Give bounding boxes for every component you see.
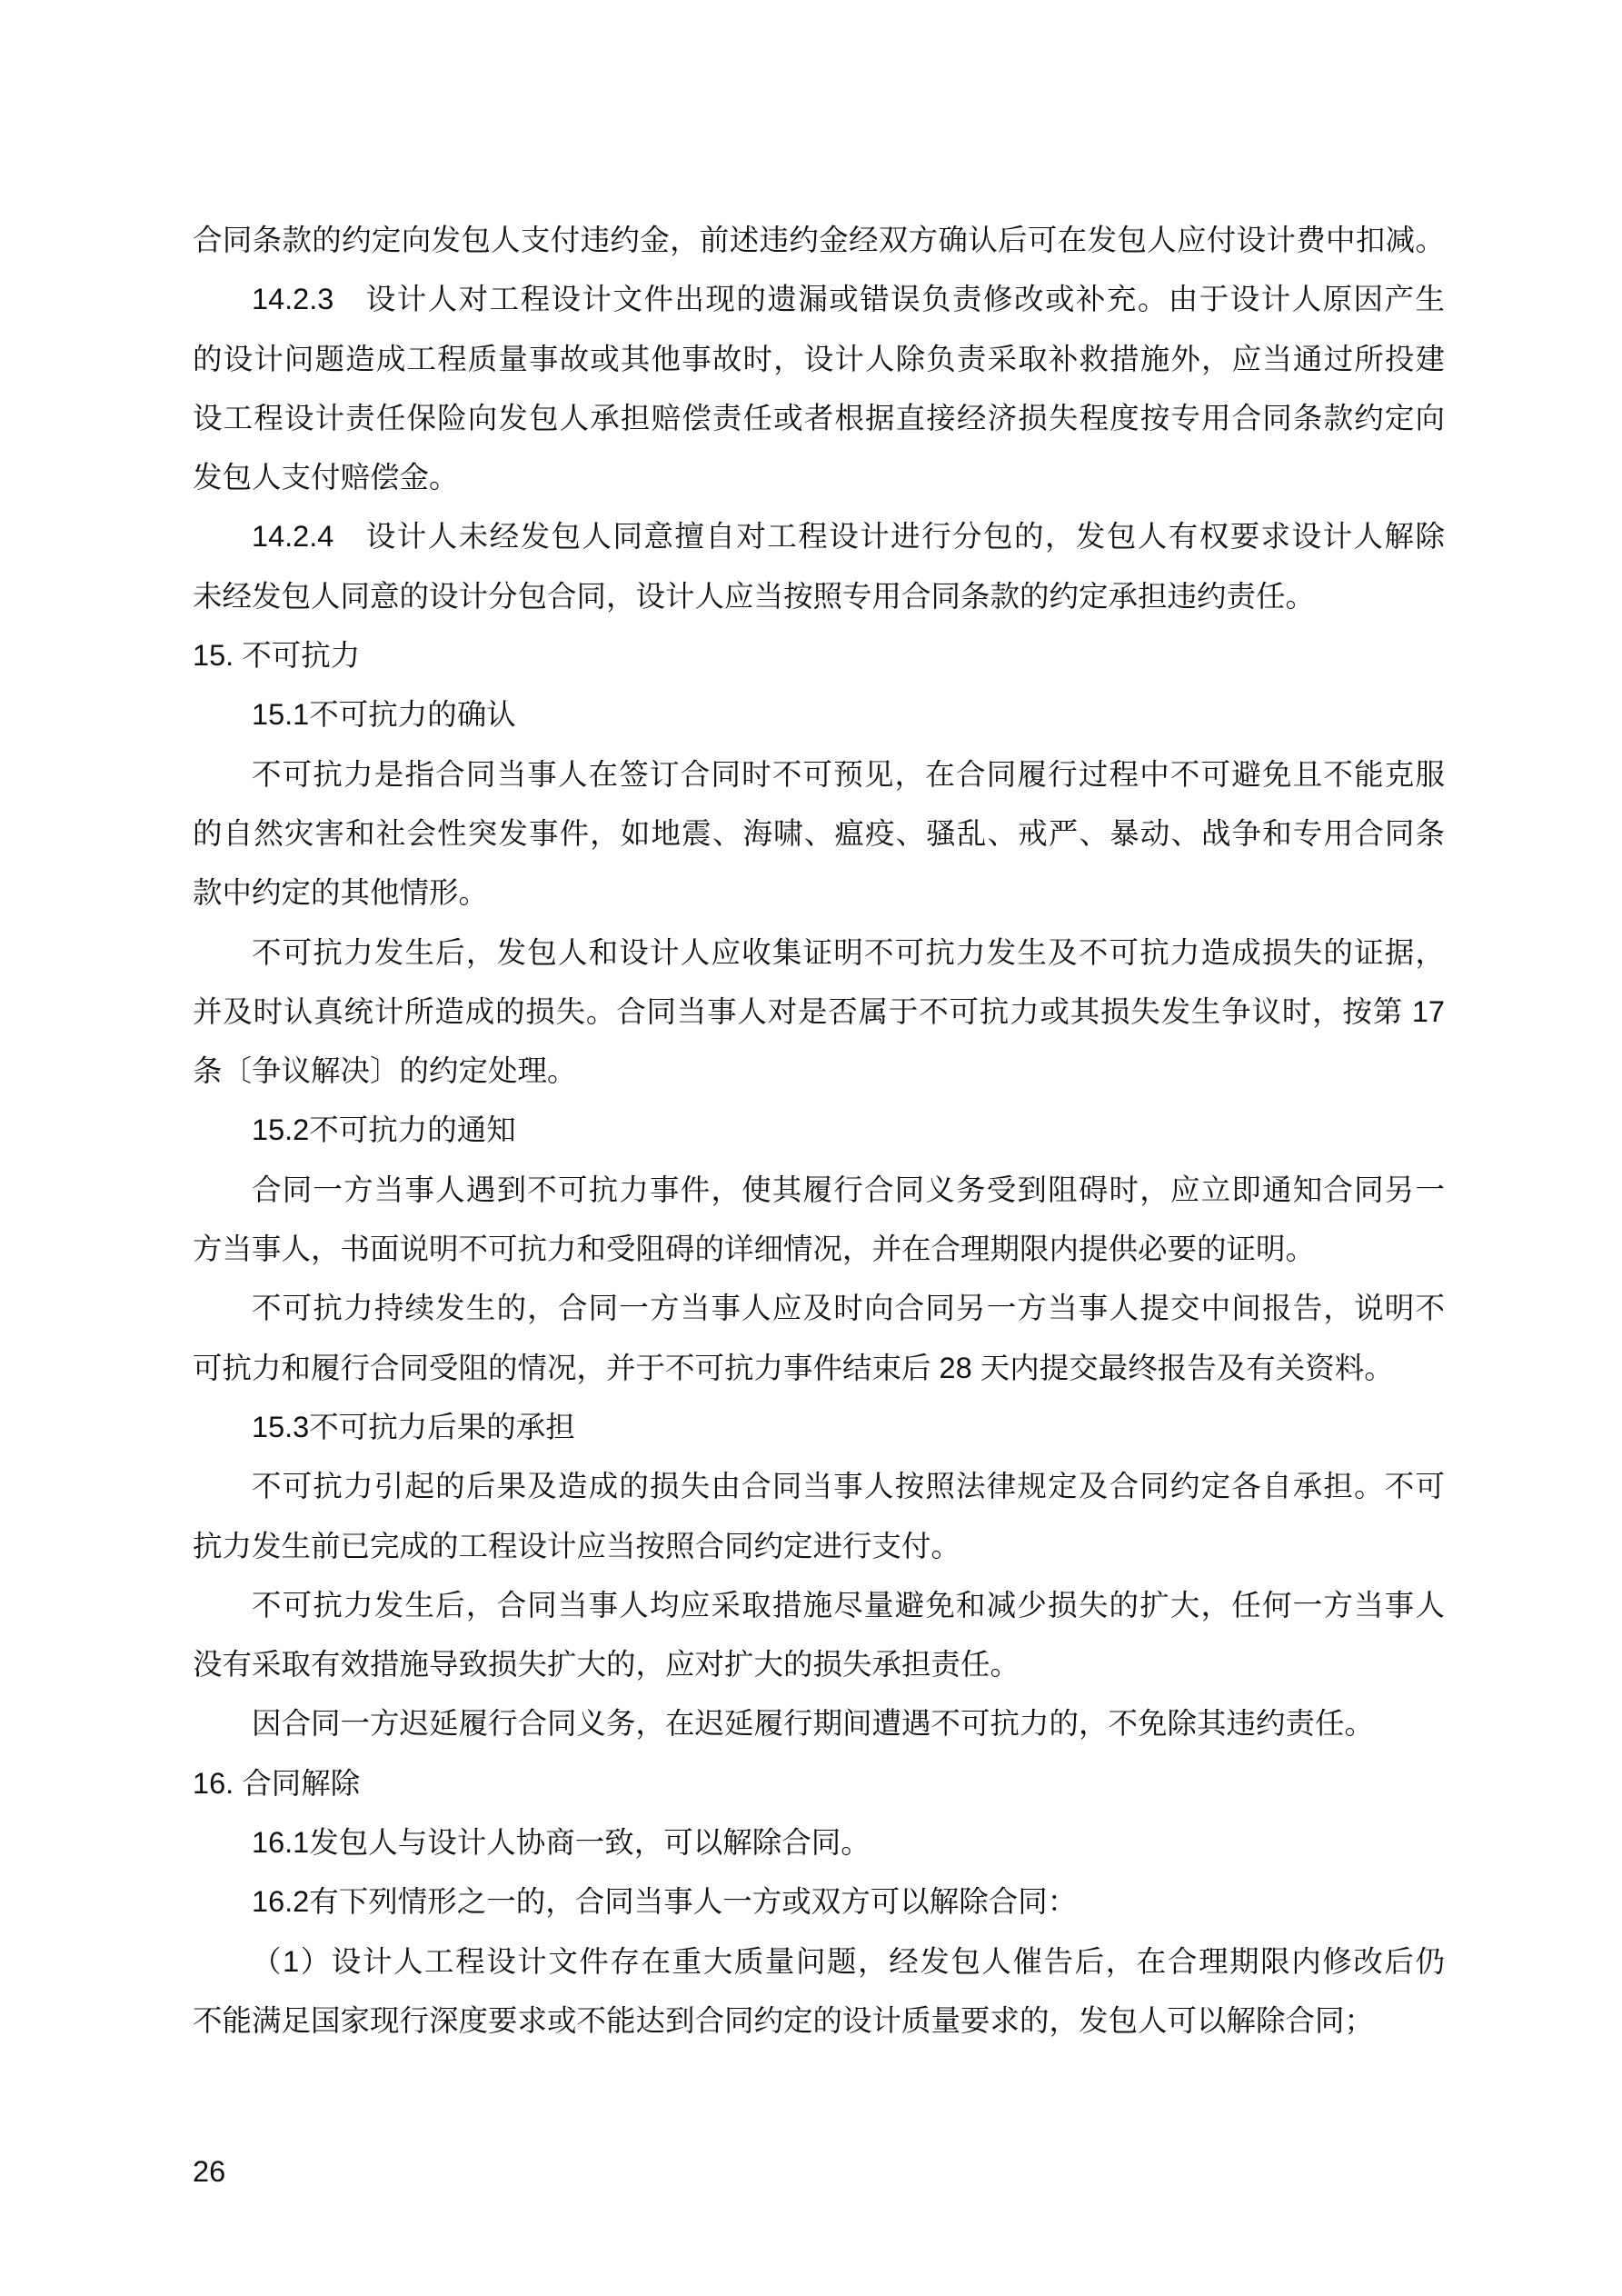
text-line: 15.3不可抗力后果的承担 (252, 1410, 575, 1443)
text-line: （1）设计人工程设计文件存在重大质量问题，经发包人催告后，在合理期限内修改后仍 (252, 1944, 1445, 1978)
page-number: 26 (193, 2155, 226, 2188)
text-line: 不可抗力是指合同当事人在签订合同时不可预见，在合同履行过程中不可避免且不能克服 (252, 757, 1445, 791)
text-line: 不可抗力发生后，合同当事人均应采取措施尽量避免和减少损失的扩大，任何一方当事人 (252, 1588, 1445, 1622)
text-line: 合同一方当事人遇到不可抗力事件，使其履行合同义务受到阻碍时，应立即通知合同另一 (252, 1173, 1445, 1206)
text-line: 14.2.3 设计人对工程设计文件出现的遗漏或错误负责修改或补充。由于设计人原因产生 (252, 283, 1445, 316)
text-line: 方当事人，书面说明不可抗力和受阻碍的详细情况，并在合理期限内提供必要的证明。 (193, 1233, 1316, 1266)
text-line: 15. 不可抗力 (193, 639, 361, 673)
text-line: 因合同一方迟延履行合同义务，在迟延履行期间遭遇不可抗力的，不免除其违约责任。 (252, 1707, 1375, 1741)
text-line: 的自然灾害和社会性突发事件，如地震、海啸、瘟疫、骚乱、戒严、暴动、战争和专用合同条 (193, 816, 1445, 850)
text-line: 没有采取有效措施导致损失扩大的，应对扩大的损失承担责任。 (193, 1648, 1020, 1682)
text-line: 合同条款的约定向发包人支付违约金，前述违约金经双方确认后可在发包人应付设计费中扣减。 (193, 224, 1445, 256)
contract-text-block (193, 211, 1445, 2051)
text-line: 不可抗力发生后，发包人和设计人应收集证明不可抗力发生及不可抗力造成损失的证据， (252, 935, 1445, 969)
text-line: 16. 合同解除 (193, 1766, 361, 1800)
text-line: 的设计问题造成工程质量事故或其他事故时，设计人除负责采取补救措施外，应当通过所投建 (193, 342, 1445, 375)
text-line: 16.1发包人与设计人协商一致，可以解除合同。 (252, 1826, 871, 1860)
text-line: 并及时认真统计所造成的损失。合同当事人对是否属于不可抗力或其损失发生争议时，按第 17 (193, 994, 1445, 1028)
text-line: 不可抗力引起的后果及造成的损失由合同当事人按照法律规定及合同约定各自承担。不可 (252, 1470, 1445, 1503)
text-line: 15.2不可抗力的通知 (252, 1113, 516, 1147)
text-line: 未经发包人同意的设计分包合同，设计人应当按照专用合同条款的约定承担违约责任。 (193, 579, 1316, 613)
text-line: 15.1不可抗力的确认 (252, 698, 516, 732)
text-line: 16.2有下列情形之一的，合同当事人一方或双方可以解除合同： (252, 1885, 1078, 1919)
text-line: 可抗力和履行合同受阻的情况，并于不可抗力事件结束后 28 天内提交最终报告及有关资料。 (193, 1351, 1394, 1384)
text-line: 条〔争议解决〕的约定处理。 (193, 1054, 577, 1088)
text-line: 不能满足国家现行深度要求或不能达到合同约定的设计质量要求的，发包人可以解除合同； (193, 2003, 1375, 2037)
text-line: 14.2.4 设计人未经发包人同意擅自对工程设计进行分包的，发包人有权要求设计人解除 (252, 520, 1445, 554)
text-line: 发包人支付赔偿金。 (193, 461, 459, 494)
text-line: 不可抗力持续发生的，合同一方当事人应及时向合同另一方当事人提交中间报告，说明不 (252, 1292, 1445, 1325)
text-line: 设工程设计责任保险向发包人承担赔偿责任或者根据直接经济损失程度按专用合同条款约定向 (193, 401, 1445, 434)
text-line: 款中约定的其他情形。 (193, 876, 489, 910)
text-line: 抗力发生前已完成的工程设计应当按照合同约定进行支付。 (193, 1529, 961, 1562)
